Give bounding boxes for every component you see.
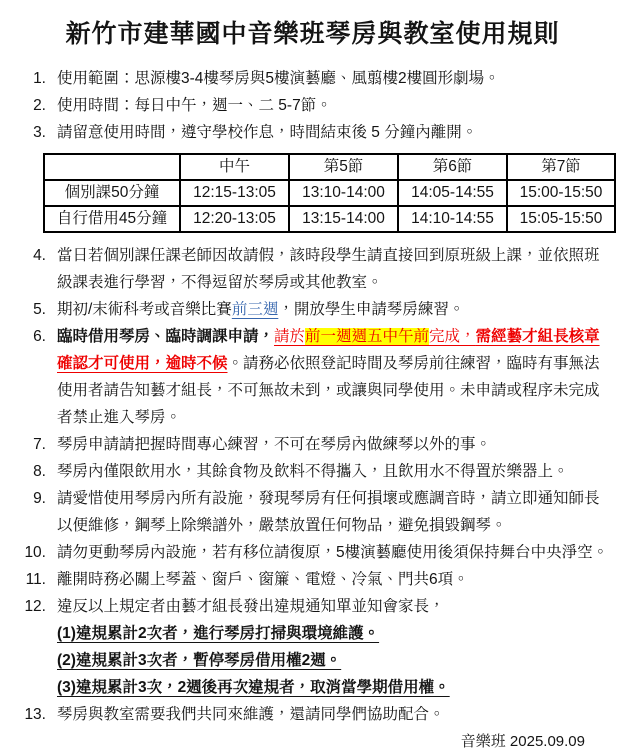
rule-number: 9.	[33, 490, 46, 507]
rule-item	[16, 323, 609, 431]
rule-item	[16, 65, 609, 92]
schedule-cell: 15:00-15:50	[507, 180, 615, 206]
schedule-cell: 13:10-14:00	[289, 180, 398, 206]
rule-item	[16, 593, 609, 701]
rule-text-segment: 琴房內僅限飲用水，其餘食物及飲料不得攜入，且飲用水不得置於樂器上。	[57, 463, 569, 480]
rule-text	[57, 431, 609, 458]
rule-text-segment: 請於	[274, 328, 306, 345]
rule-text-segment: ，開放學生申請琴房練習。	[278, 301, 465, 318]
rule-text-segment: 完成，	[429, 328, 476, 345]
rule-number: 1.	[33, 70, 46, 87]
rule-sub-item: (2)違規累計3次者，暫停琴房借用權2週。	[57, 652, 342, 669]
rule-text	[57, 593, 609, 701]
rule-number: 7.	[33, 436, 46, 453]
rule-number: 4.	[33, 247, 46, 264]
rule-text	[57, 242, 609, 296]
footer-signature: 音樂班 2025.09.09	[460, 733, 585, 750]
rule-item	[16, 485, 609, 539]
schedule-header-cell: 中午	[180, 154, 289, 180]
rule-text-segment: 請勿更動琴房內設施，若有移位請復原，5樓演藝廳使用後須保持舞台中央淨空。	[57, 544, 609, 561]
rule-text	[57, 539, 609, 566]
rule-number: 10.	[24, 544, 46, 561]
document-title: 新竹市建華國中音樂班琴房與教室使用規則	[65, 20, 560, 48]
rule-item	[16, 458, 609, 485]
schedule-cell: 13:15-14:00	[289, 206, 398, 232]
schedule-header-cell: 第6節	[398, 154, 507, 180]
rule-sub-item: (1)違規累計2次者，進行琴房打掃與環境維護。	[57, 625, 380, 642]
rule-item	[16, 242, 609, 296]
schedule-table	[43, 153, 616, 233]
rule-text	[57, 566, 609, 593]
rule-text	[57, 323, 609, 431]
rule-text-segment: 請留意使用時間，遵守學校作息，時間結束後 5 分鐘內離開。	[57, 124, 478, 141]
rule-text	[57, 119, 609, 146]
rule-text	[57, 65, 609, 92]
rule-number: 5.	[33, 301, 46, 318]
schedule-cell: 14:05-14:55	[398, 180, 507, 206]
schedule-cell: 12:15-13:05	[180, 180, 289, 206]
rule-text-segment: 需經藝才組長核章確認才可使用，逾時不候	[57, 328, 600, 372]
rule-text-segment: 琴房與教室需要我們共同來維護，還請同學們協助配合。	[57, 706, 445, 723]
rule-number: 12.	[24, 598, 46, 615]
rule-item	[16, 566, 609, 593]
rule-text-segment: 。請務必依照登記時間及琴房前往練習，臨時有事無法使用者請告知藝才組長，不可無故未到，或讓與同學使用。未申請或程序未完成者禁止進入琴房。	[57, 355, 600, 426]
schedule-cell: 個別課50分鐘	[44, 180, 180, 206]
schedule-row	[44, 180, 615, 206]
rule-number: 6.	[33, 328, 46, 345]
schedule-row	[44, 206, 615, 232]
schedule-header-cell: 第5節	[289, 154, 398, 180]
schedule-cell: 15:05-15:50	[507, 206, 615, 232]
rule-text-segment: 當日若個別課任課老師因故請假，該時段學生請直接回到原班級上課，並依照班級課表進行學習，不得逗留於琴房或其他教室。	[57, 247, 600, 291]
schedule-header-cell: 第7節	[507, 154, 615, 180]
rule-number: 13.	[24, 706, 46, 723]
schedule-header-row	[44, 154, 615, 180]
rule-sub-item: (3)違規累計3次，2週後再次違規者，取消當學期借用權。	[57, 679, 450, 696]
rule-text-segment: 請愛惜使用琴房內所有設施，發現琴房有任何損壞或應調音時，請立即通知師長以便維修，鋼琴上除樂譜外，嚴禁放置任何物品，避免損毀鋼琴。	[57, 490, 600, 534]
rule-item	[16, 92, 609, 119]
schedule-cell: 14:10-14:55	[398, 206, 507, 232]
schedule-cell: 自行借用45分鐘	[44, 206, 180, 232]
rule-text-segment: 前三週	[231, 301, 279, 318]
rule-item	[16, 119, 609, 146]
rules-list-top	[16, 65, 609, 146]
rule-number: 2.	[33, 97, 46, 114]
rule-number: 11.	[25, 571, 46, 588]
rule-text-segment: 離開時務必關上琴蓋、窗戶、窗簾、電燈、冷氣、門共6項。	[57, 571, 469, 588]
rule-text	[57, 296, 609, 323]
rule-text-segment: 臨時借用琴房、臨時調課申請，	[57, 328, 275, 345]
rule-text-segment: 前一週週五中午前	[305, 328, 430, 345]
rule-text	[57, 701, 609, 728]
rule-text-segment: 琴房申請請把握時間專心練習，不可在琴房內做練琴以外的事。	[57, 436, 492, 453]
rule-item	[16, 431, 609, 458]
rule-text-segment: 使用範圍：思源樓3-4樓琴房與5樓演藝廳、風翦樓2樓圓形劇場。	[57, 70, 500, 87]
rule-text-segment: 使用時間：每日中午，週一、二 5-7節。	[57, 97, 332, 114]
rule-text	[57, 485, 609, 539]
rule-text	[57, 458, 609, 485]
rule-number: 3.	[33, 124, 46, 141]
rule-item	[16, 539, 609, 566]
rule-number: 8.	[33, 463, 46, 480]
rule-item	[16, 701, 609, 728]
schedule-header-cell	[44, 154, 180, 180]
rule-text-segment: 違反以上規定者由藝才組長發出違規通知單並知會家長，	[57, 598, 445, 615]
rule-item	[16, 296, 609, 323]
rule-text-segment: 期初/末術科考或音樂比賽	[57, 301, 232, 318]
schedule-cell: 12:20-13:05	[180, 206, 289, 232]
rules-list-bottom	[16, 242, 609, 728]
rule-text	[57, 92, 609, 119]
